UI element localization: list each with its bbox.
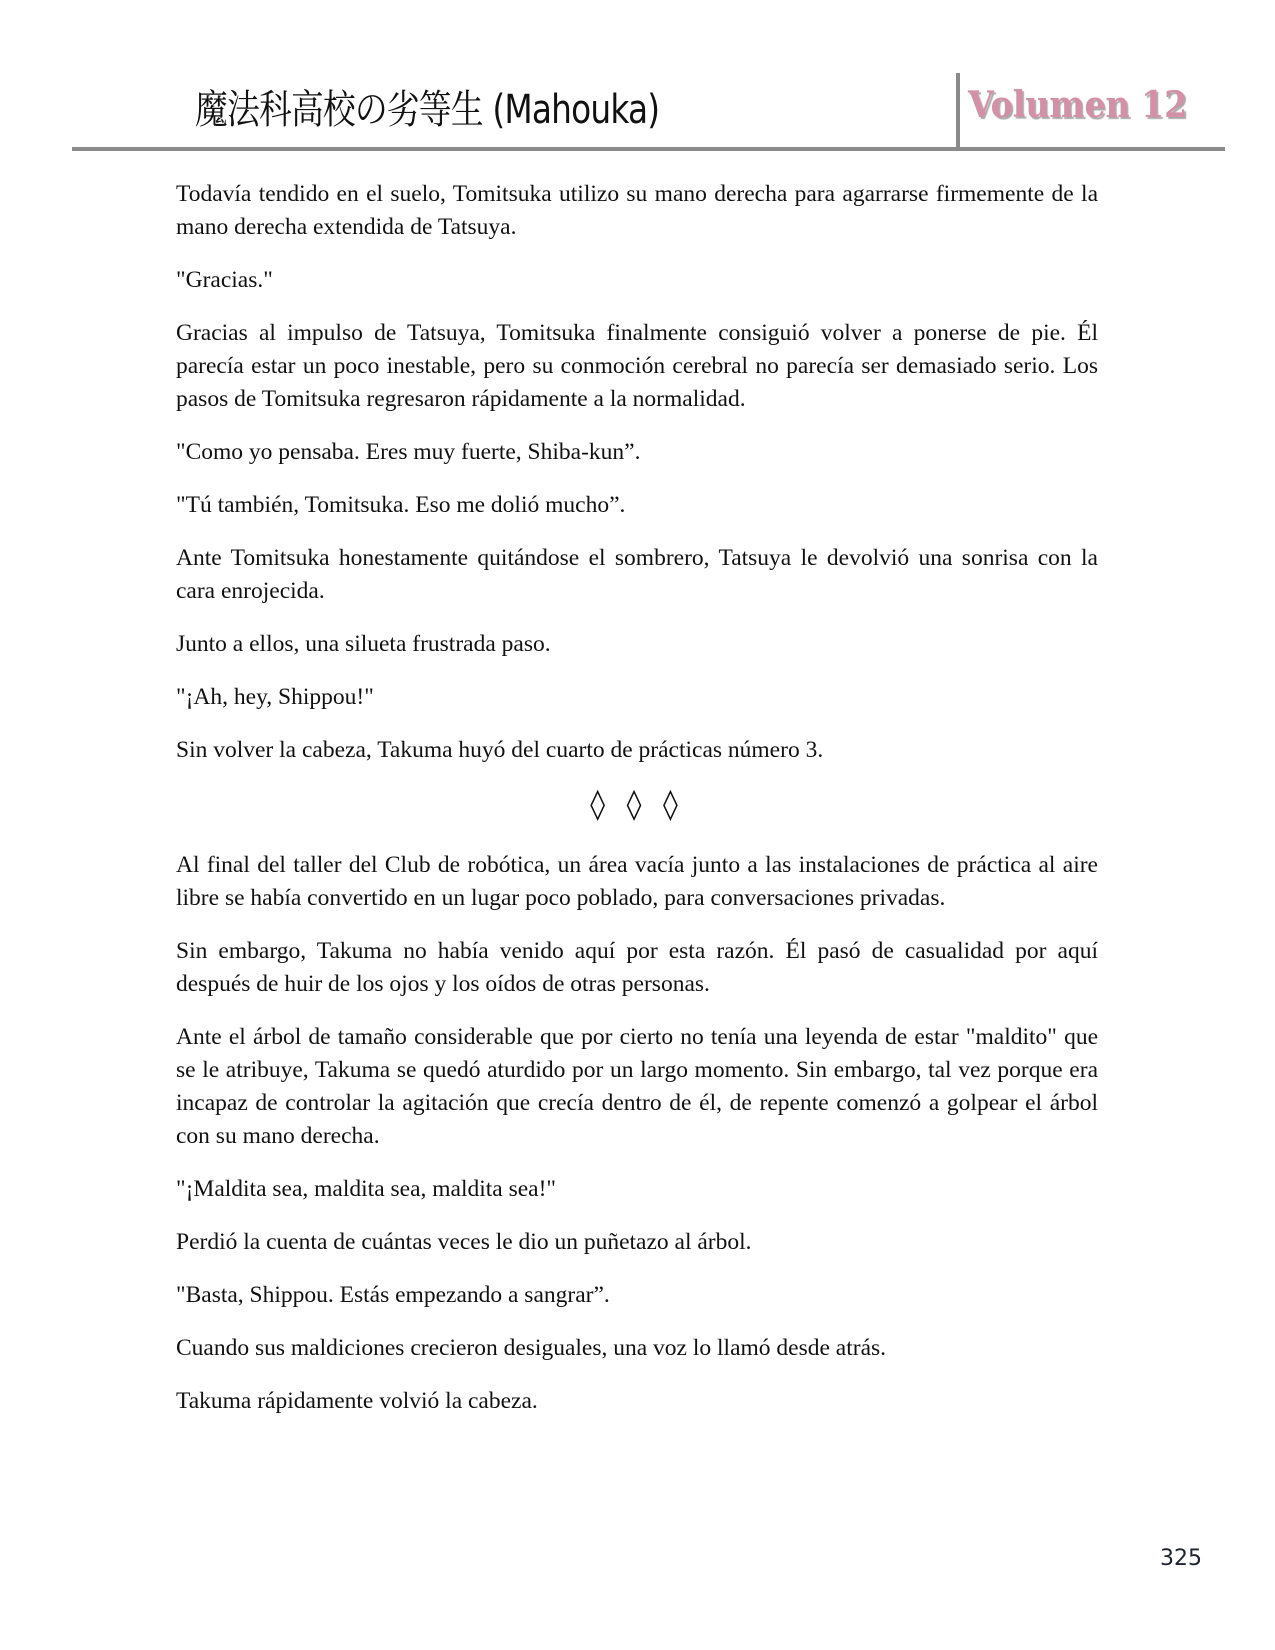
paragraph: Sin embargo, Takuma no había venido aquí por esta razón. Él pasó de casualidad por aquí después de huir de los ojos y los oídos de otras personas. <box>176 938 1098 997</box>
paragraph: Gracias al impulso de Tatsuya, Tomitsuka finalmente consiguió volver a ponerse de pie. Él parecía estar un poco inestable, pero su conmoción cerebral no parecía ser demasiado serio. Los pasos de Tomitsuka regresaron rápidamente a la normalidad. <box>176 320 1098 412</box>
paragraph: Todavía tendido en el suelo, Tomitsuka utilizo su mano derecha para agarrarse firmemente de la mano derecha extendida de Tatsuya. <box>176 181 1098 240</box>
page-number: 325 <box>1160 1546 1202 1571</box>
paragraph: Perdió la cuenta de cuántas veces le dio un puñetazo al árbol. <box>176 1229 752 1255</box>
body-text <box>176 178 1098 1438</box>
header-divider <box>956 73 960 151</box>
scene-separator-diamonds: ◊ ◊ ◊ <box>590 787 684 822</box>
paragraph: Ante el árbol de tamaño considerable que por cierto no tenía una leyenda de estar "maldito" que se le atribuye, Takuma se quedó aturdido por un largo momento. Sin embargo, tal vez porque era incapaz de controlar la agitación que crecía dentro de él, de repente comenzó a golpear el árbol con su mano derecha. <box>176 1024 1098 1149</box>
paragraph: "Tú también, Tomitsuka. Eso me dolió mucho”. <box>176 492 626 518</box>
paragraph: Al final del taller del Club de robótica, un área vacía junto a las instalaciones de práctica al aire libre se había convertido en un lugar poco poblado, para conversaciones privadas. <box>176 852 1098 911</box>
paragraph: Ante Tomitsuka honestamente quitándose el sombrero, Tatsuya le devolvió una sonrisa con la cara enrojecida. <box>176 545 1098 604</box>
paragraph: "¡Maldita sea, maldita sea, maldita sea!" <box>176 1176 557 1202</box>
paragraph: Junto a ellos, una silueta frustrada paso. <box>176 631 551 657</box>
paragraph: "Gracias." <box>176 267 273 293</box>
paragraph: "Como yo pensaba. Eres muy fuerte, Shiba-kun”. <box>176 439 641 465</box>
paragraph: Cuando sus maldiciones crecieron desiguales, una voz lo llamó desde atrás. <box>176 1335 887 1361</box>
paragraph: "Basta, Shippou. Estás empezando a sangrar”. <box>176 1282 610 1308</box>
paragraph: Takuma rápidamente volvió la cabeza. <box>176 1388 538 1414</box>
header-rule <box>72 147 1225 151</box>
book-title: 魔法科高校の劣等生 (Mahouka) <box>195 87 660 133</box>
volume-label: Volumen 12 <box>968 84 1188 126</box>
paragraph: Sin volver la cabeza, Takuma huyó del cuarto de prácticas número 3. <box>176 737 824 763</box>
paragraph: "¡Ah, hey, Shippou!" <box>176 684 374 710</box>
